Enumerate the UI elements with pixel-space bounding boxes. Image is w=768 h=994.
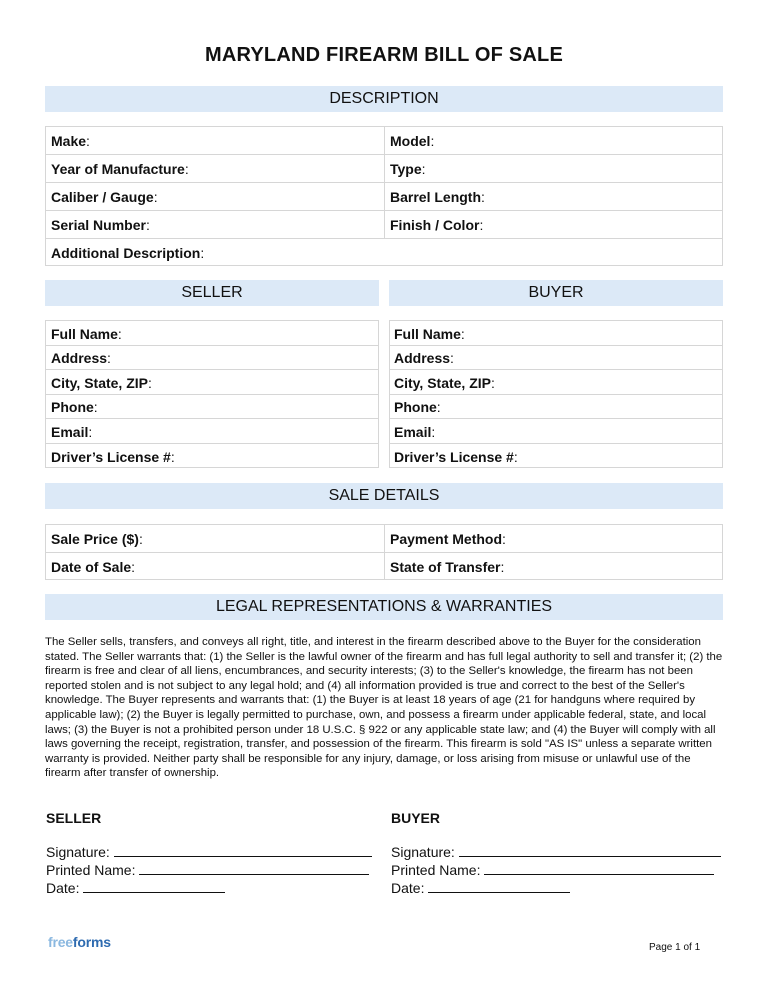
buyer-license-field[interactable]: Driver’s License #:: [394, 449, 518, 465]
buyer-full-name-label: Full Name: [394, 326, 461, 342]
date-of-sale-field[interactable]: Date of Sale:: [51, 559, 136, 575]
seller-header: SELLER: [45, 280, 379, 306]
buyer-email-field[interactable]: Email:: [394, 424, 436, 440]
caliber-field[interactable]: Caliber / Gauge:: [51, 189, 158, 205]
type-field[interactable]: Type:: [390, 161, 426, 177]
model-field[interactable]: Model:: [390, 133, 435, 149]
serial-label: Serial Number: [51, 217, 146, 233]
buyer-signature-header: BUYER: [391, 810, 441, 826]
buyer-printed-name-blank[interactable]: [484, 860, 714, 875]
state-of-transfer-field[interactable]: State of Transfer:: [390, 559, 505, 575]
buyer-license-label: Driver’s License #: [394, 449, 514, 465]
payment-method-label: Payment Method: [390, 531, 503, 547]
page-title: MARYLAND FIREARM BILL OF SALE: [204, 44, 563, 66]
type-label: Type: [390, 161, 422, 177]
seller-printed-name-line[interactable]: [46, 860, 369, 878]
buyer-city-label: City, State, ZIP: [394, 375, 491, 391]
seller-date-blank[interactable]: [83, 878, 225, 893]
seller-address-label: Address: [51, 350, 108, 366]
legal-text: The Seller sells, transfers, and conveys all right, title, and interest in the firearm described above to the Buyer for the consideration stated. The Seller warrants that: (1) the Seller is the lawful owner of the firearm and has full legal authority to sell and transfer it; (2) the firearm is free and clear of all liens, encumbrances, and security interests; (3) to the Seller's knowledge, the firearm has not been reported stolen and is not subject to any legal hold; and (4) all information provided is true and correct to the best of the Seller's knowledge. The Buyer represents and warrants that: (1) the Buyer is at least 18 years of age (21 for handguns where required by applicable law); (2) the Buyer is legally permitted to purchase, own, and possess a firearm under applicable federal, state, and local laws; (3) the Buyer is not a prohibited person under 18 U.S.C. § 922 or any applicable state law; and (4) the Buyer will comply with all laws governing the receipt, registration, transfer, and possession of the firearm. This firearm is sold "AS IS" unless a separate written warranty is provided. Neither party shall be responsible for any injury, damage, or loss arising from misuse or unlawful use of the firearm after transfer of ownership.: [45, 636, 723, 780]
sale-details-header: SALE DETAILS: [45, 483, 723, 509]
serial-field[interactable]: Serial Number:: [51, 217, 150, 233]
finish-label: Finish / Color: [390, 217, 480, 233]
state-of-transfer-label: State of Transfer: [390, 559, 501, 575]
buyer-printed-name-label: Printed Name:: [391, 862, 481, 878]
seller-license-label: Driver’s License #: [51, 449, 171, 465]
seller-city-field[interactable]: City, State, ZIP:: [51, 375, 152, 391]
seller-printed-name-label: Printed Name:: [46, 862, 136, 878]
buyer-date-label: Date:: [391, 880, 425, 896]
seller-email-field[interactable]: Email:: [51, 424, 93, 440]
seller-email-label: Email: [51, 424, 89, 440]
barrel-field[interactable]: Barrel Length:: [390, 189, 485, 205]
buyer-full-name-field[interactable]: Full Name:: [394, 326, 465, 342]
additional-label: Additional Description: [51, 245, 201, 261]
seller-address-field[interactable]: Address:: [51, 350, 111, 366]
buyer-email-label: Email: [394, 424, 432, 440]
description-header: DESCRIPTION: [45, 86, 723, 112]
buyer-date-line[interactable]: [391, 878, 570, 896]
buyer-address-field[interactable]: Address:: [394, 350, 454, 366]
make-label: Make: [51, 133, 87, 149]
logo-forms-text: forms: [72, 934, 111, 950]
logo-free-text: free: [48, 934, 73, 950]
barrel-label: Barrel Length: [390, 189, 482, 205]
legal-header: LEGAL REPRESENTATIONS & WARRANTIES: [45, 594, 723, 620]
seller-city-label: City, State, ZIP: [51, 375, 148, 391]
finish-field[interactable]: Finish / Color:: [390, 217, 484, 233]
seller-phone-field[interactable]: Phone:: [51, 399, 98, 415]
caliber-label: Caliber / Gauge: [51, 189, 154, 205]
buyer-signature-blank[interactable]: [459, 842, 721, 857]
make-field[interactable]: Make:: [51, 133, 90, 149]
freeforms-logo: [48, 934, 111, 950]
buyer-header: BUYER: [389, 280, 723, 306]
seller-signature-blank[interactable]: [114, 842, 372, 857]
year-label: Year of Manufacture: [51, 161, 185, 177]
sale-price-field[interactable]: Sale Price ($):: [51, 531, 143, 547]
buyer-date-blank[interactable]: [428, 878, 570, 893]
date-of-sale-label: Date of Sale: [51, 559, 132, 575]
additional-field[interactable]: Additional Description:: [51, 245, 205, 261]
seller-phone-label: Phone: [51, 399, 94, 415]
seller-full-name-field[interactable]: Full Name:: [51, 326, 122, 342]
buyer-city-field[interactable]: City, State, ZIP:: [394, 375, 495, 391]
seller-license-field[interactable]: Driver’s License #:: [51, 449, 175, 465]
seller-date-line[interactable]: [46, 878, 225, 896]
seller-printed-name-blank[interactable]: [139, 860, 369, 875]
model-label: Model: [390, 133, 431, 149]
buyer-printed-name-line[interactable]: [391, 860, 714, 878]
buyer-address-label: Address: [394, 350, 451, 366]
year-field[interactable]: Year of Manufacture:: [51, 161, 189, 177]
page-number: Page 1 of 1: [649, 942, 701, 953]
seller-signature-label: Signature:: [46, 844, 110, 860]
buyer-signature-line[interactable]: [391, 842, 721, 860]
seller-full-name-label: Full Name: [51, 326, 118, 342]
seller-signature-header: SELLER: [46, 810, 102, 826]
buyer-phone-label: Phone: [394, 399, 437, 415]
payment-method-field[interactable]: Payment Method:: [390, 531, 506, 547]
buyer-phone-field[interactable]: Phone:: [394, 399, 441, 415]
seller-signature-line[interactable]: [46, 842, 372, 860]
sale-price-label: Sale Price ($): [51, 531, 139, 547]
buyer-signature-label: Signature:: [391, 844, 455, 860]
seller-date-label: Date:: [46, 880, 80, 896]
